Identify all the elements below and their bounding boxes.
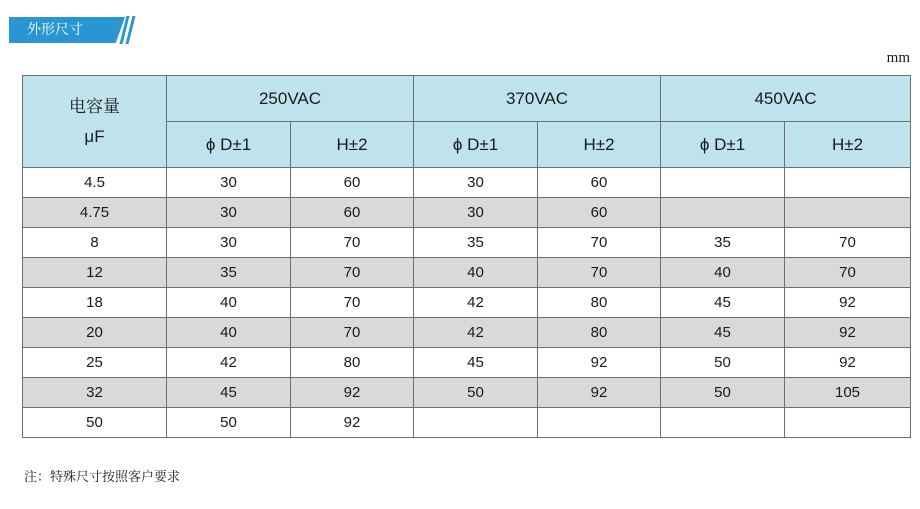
- height-250-cell: 80: [291, 348, 414, 378]
- height-450-cell: 92: [785, 288, 911, 318]
- subheader-diameter: ϕ D±1: [167, 122, 291, 168]
- voltage-header-450vac: 450VAC: [661, 76, 911, 122]
- capacitance-cell: 20: [23, 318, 167, 348]
- height-370-cell: 92: [538, 378, 661, 408]
- capacitance-header-label: 电容量: [69, 96, 120, 116]
- diameter-370-cell: [414, 408, 538, 438]
- height-450-cell: [785, 168, 911, 198]
- height-250-cell: 70: [291, 258, 414, 288]
- diameter-250-cell: 40: [167, 318, 291, 348]
- capacitance-cell: 8: [23, 228, 167, 258]
- height-370-cell: 80: [538, 288, 661, 318]
- dimensions-table: [22, 75, 911, 438]
- height-370-cell: 60: [538, 198, 661, 228]
- diameter-450-cell: 50: [661, 348, 785, 378]
- height-250-cell: 70: [291, 288, 414, 318]
- table-row: [23, 288, 911, 318]
- capacitance-cell: 4.75: [23, 198, 167, 228]
- table-row: [23, 318, 911, 348]
- diameter-370-cell: 30: [414, 168, 538, 198]
- diameter-250-cell: 50: [167, 408, 291, 438]
- diameter-370-cell: 42: [414, 318, 538, 348]
- table-row: [23, 348, 911, 378]
- diameter-450-cell: [661, 168, 785, 198]
- height-250-cell: 60: [291, 198, 414, 228]
- diameter-450-cell: [661, 408, 785, 438]
- table-row: [23, 258, 911, 288]
- height-370-cell: 92: [538, 348, 661, 378]
- capacitance-header: [23, 76, 167, 168]
- table-row: [23, 168, 911, 198]
- diameter-450-cell: 40: [661, 258, 785, 288]
- diameter-250-cell: 30: [167, 168, 291, 198]
- diameter-250-cell: 30: [167, 198, 291, 228]
- diameter-250-cell: 40: [167, 288, 291, 318]
- height-250-cell: 92: [291, 378, 414, 408]
- height-450-cell: 92: [785, 348, 911, 378]
- table-body: [23, 168, 911, 438]
- capacitance-cell: 12: [23, 258, 167, 288]
- height-450-cell: 105: [785, 378, 911, 408]
- diameter-450-cell: 35: [661, 228, 785, 258]
- height-450-cell: 92: [785, 318, 911, 348]
- height-370-cell: 60: [538, 168, 661, 198]
- voltage-header-250vac: 250VAC: [167, 76, 414, 122]
- height-250-cell: 70: [291, 228, 414, 258]
- height-370-cell: [538, 408, 661, 438]
- capacitance-cell: 32: [23, 378, 167, 408]
- capacitance-cell: 25: [23, 348, 167, 378]
- diameter-370-cell: 30: [414, 198, 538, 228]
- table-row: [23, 228, 911, 258]
- diameter-250-cell: 30: [167, 228, 291, 258]
- diameter-450-cell: [661, 198, 785, 228]
- diameter-370-cell: 35: [414, 228, 538, 258]
- diameter-250-cell: 45: [167, 378, 291, 408]
- height-370-cell: 80: [538, 318, 661, 348]
- height-250-cell: 60: [291, 168, 414, 198]
- table-row: [23, 198, 911, 228]
- capacitance-cell: 50: [23, 408, 167, 438]
- height-370-cell: 70: [538, 258, 661, 288]
- height-450-cell: 70: [785, 258, 911, 288]
- diameter-250-cell: 42: [167, 348, 291, 378]
- capacitance-cell: 18: [23, 288, 167, 318]
- diameter-250-cell: 35: [167, 258, 291, 288]
- subheader-height: H±2: [785, 122, 911, 168]
- diameter-370-cell: 45: [414, 348, 538, 378]
- table-row: [23, 378, 911, 408]
- section-title: 外形尺寸: [27, 22, 83, 38]
- capacitance-cell: 4.5: [23, 168, 167, 198]
- unit-label: mm: [886, 50, 910, 66]
- height-250-cell: 70: [291, 318, 414, 348]
- height-450-cell: [785, 198, 911, 228]
- footnote: 注：特殊尺寸按照客户要求: [24, 470, 181, 485]
- subheader-diameter: ϕ D±1: [661, 122, 785, 168]
- height-450-cell: 70: [785, 228, 911, 258]
- table-row: [23, 408, 911, 438]
- subheader-height: H±2: [291, 122, 414, 168]
- voltage-header-370vac: 370VAC: [414, 76, 661, 122]
- diameter-370-cell: 50: [414, 378, 538, 408]
- capacitance-header-unit: μF: [84, 126, 105, 146]
- height-450-cell: [785, 408, 911, 438]
- subheader-height: H±2: [538, 122, 661, 168]
- header-row-voltages: [23, 76, 911, 122]
- diameter-370-cell: 40: [414, 258, 538, 288]
- diameter-450-cell: 45: [661, 318, 785, 348]
- height-370-cell: 70: [538, 228, 661, 258]
- subheader-diameter: ϕ D±1: [414, 122, 538, 168]
- height-250-cell: 92: [291, 408, 414, 438]
- diameter-370-cell: 42: [414, 288, 538, 318]
- diameter-450-cell: 50: [661, 378, 785, 408]
- diameter-450-cell: 45: [661, 288, 785, 318]
